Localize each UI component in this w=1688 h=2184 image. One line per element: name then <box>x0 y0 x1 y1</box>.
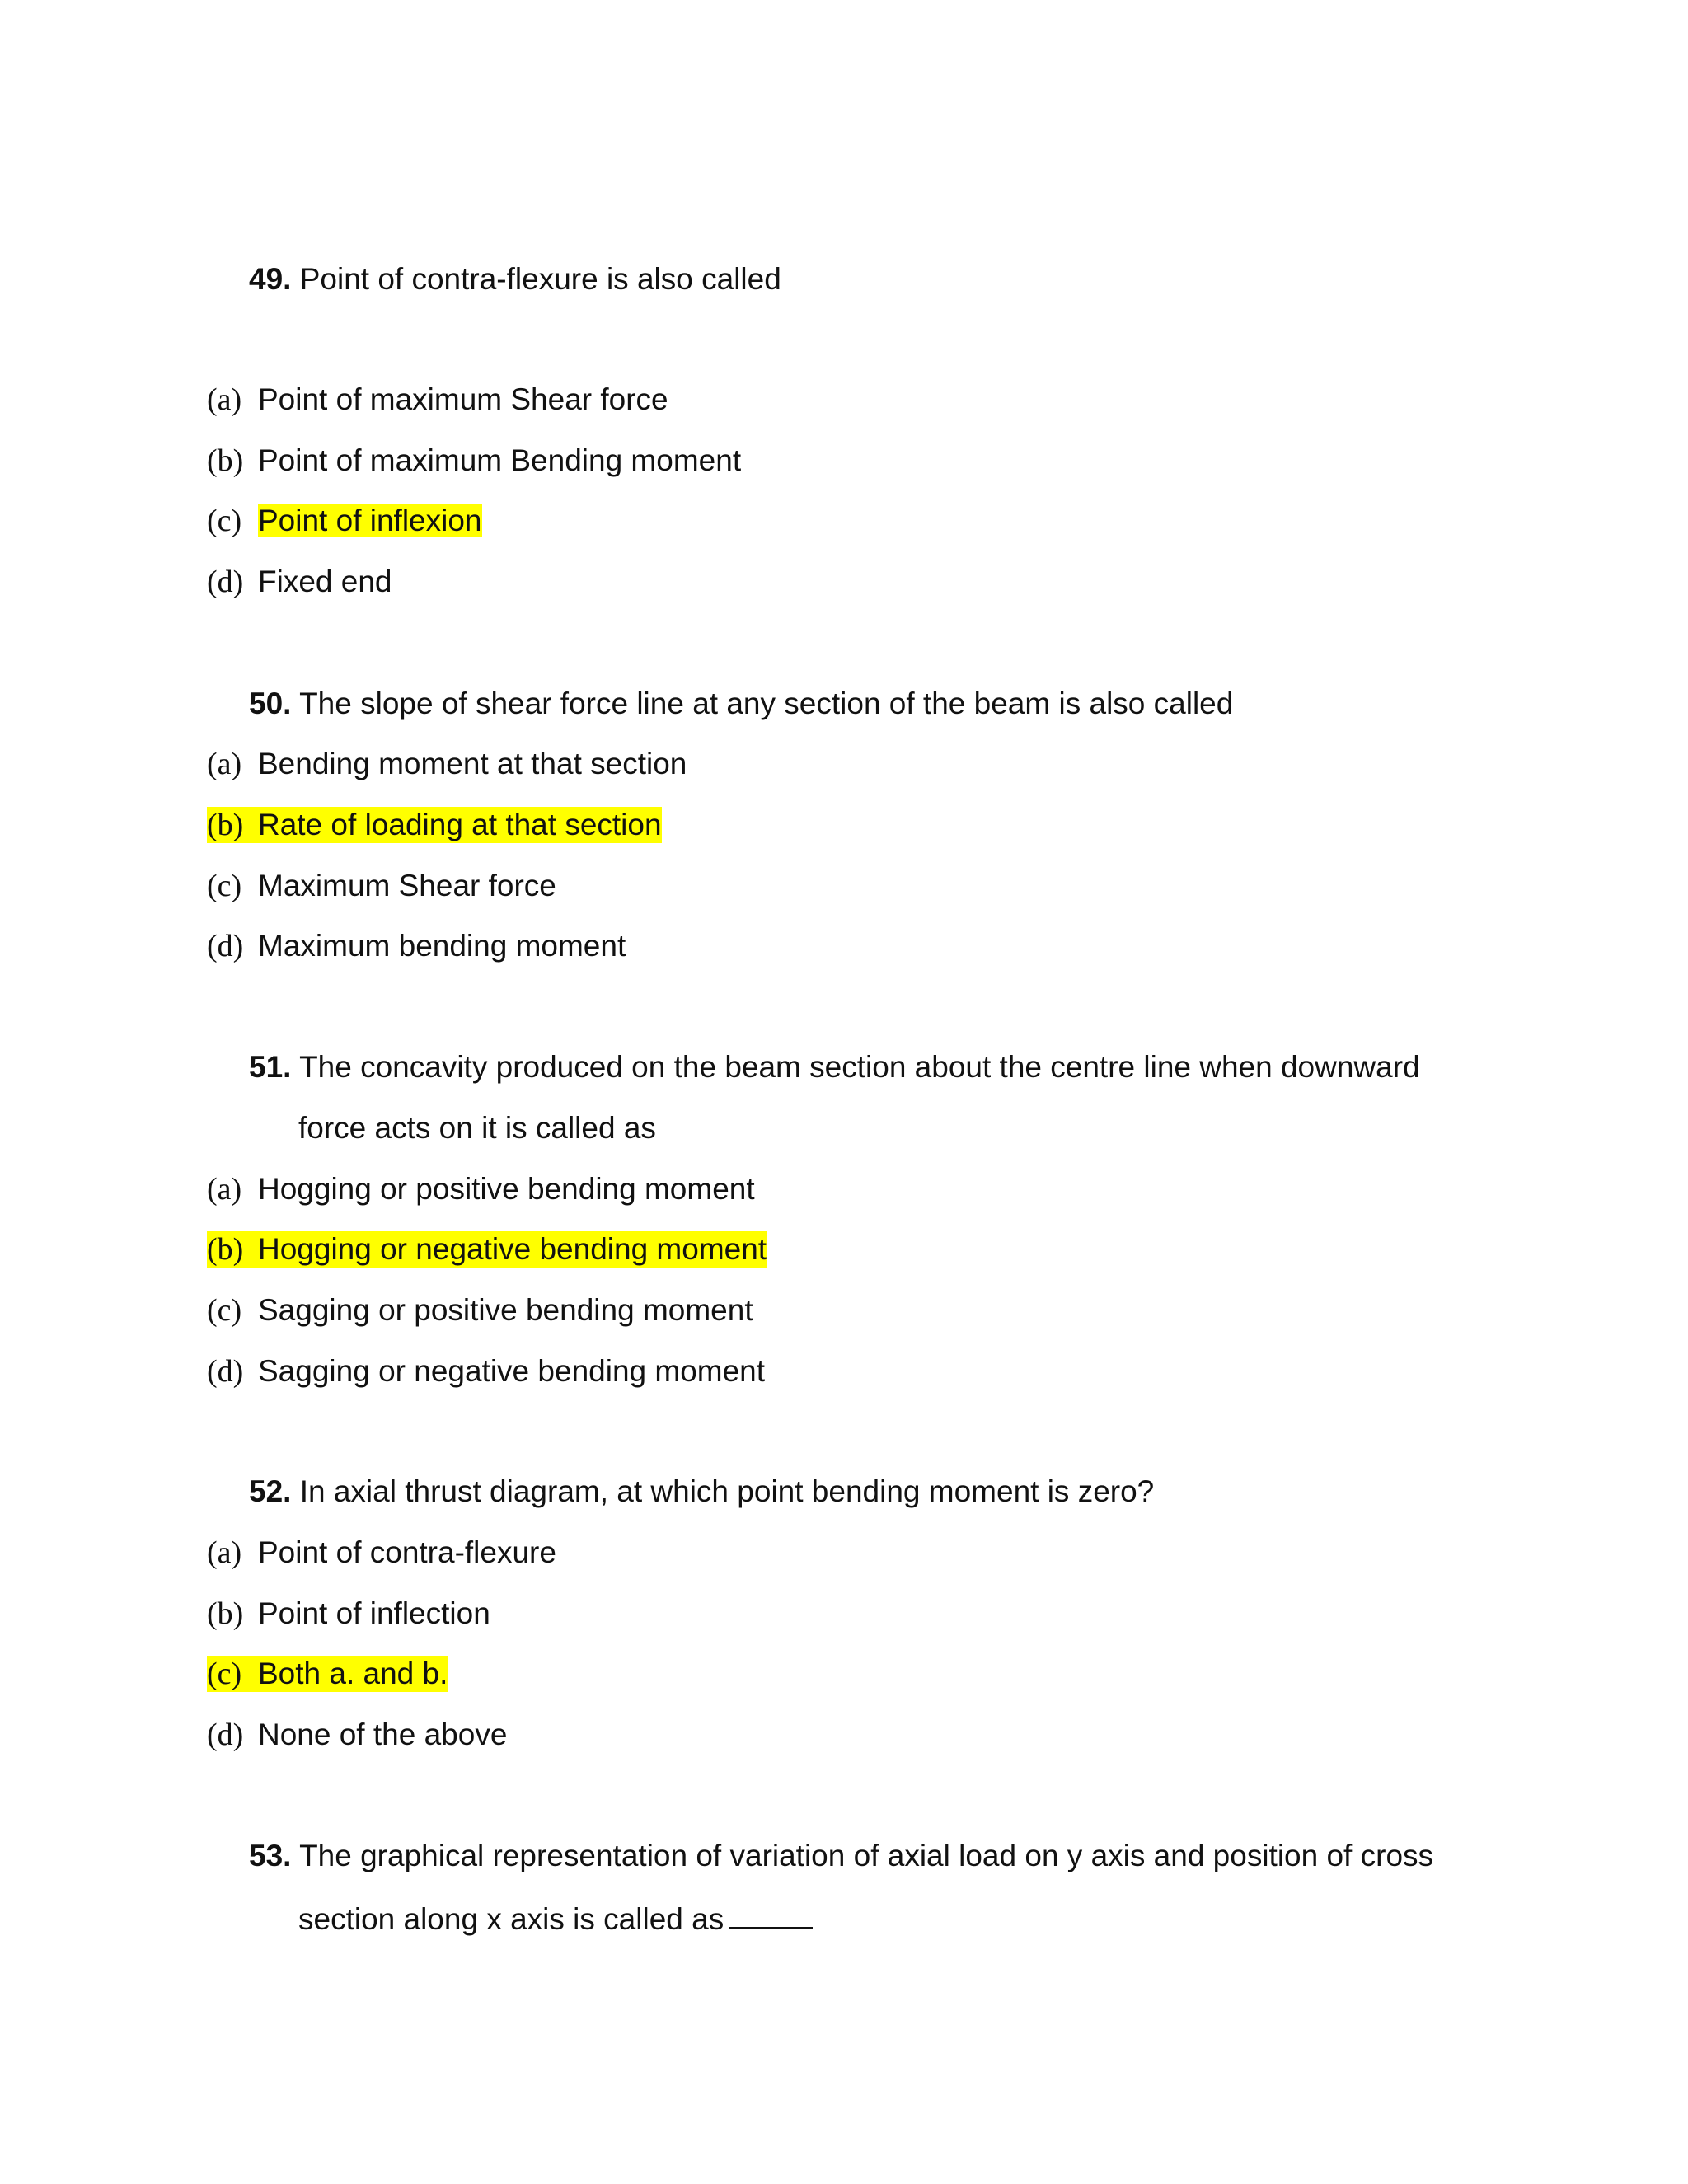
option-letter: (d) <box>207 929 244 963</box>
option-text: Maximum bending moment <box>258 929 626 963</box>
option-letter: (b) <box>207 443 244 478</box>
option-letter: (d) <box>207 565 244 599</box>
option-50-a <box>207 746 687 782</box>
option-letter: (c) <box>207 1657 242 1691</box>
option-52-c <box>207 1656 448 1692</box>
option-text: Point of inflection <box>258 1596 490 1630</box>
option-51-a <box>207 1171 755 1207</box>
option-text: Maximum Shear force <box>258 869 556 902</box>
option-letter: (a) <box>207 382 242 417</box>
question-text-continued: section along x axis is called as <box>298 1902 724 1936</box>
option-letter: (d) <box>207 1718 244 1752</box>
option-49-d <box>207 564 392 600</box>
question-text: The graphical representation of variation of axial load on y axis and position of cross <box>299 1839 1434 1872</box>
question-50 <box>249 686 1233 722</box>
question-53 <box>249 1838 1433 1874</box>
option-letter: (a) <box>207 1535 242 1570</box>
option-text: None of the above <box>258 1718 508 1751</box>
question-49 <box>249 261 781 298</box>
option-50-c <box>207 868 556 904</box>
question-number: 53. <box>249 1839 292 1872</box>
option-51-c <box>207 1292 753 1329</box>
question-text: The slope of shear force line at any section of the beam is also called <box>299 687 1234 720</box>
option-52-d <box>207 1717 507 1753</box>
option-text: Rate of loading at that section <box>258 808 662 841</box>
option-text: Sagging or negative bending moment <box>258 1354 766 1388</box>
question-text: The concavity produced on the beam section about the centre line when downward <box>299 1050 1420 1084</box>
option-text: Hogging or negative bending moment <box>258 1232 767 1266</box>
option-49-a <box>207 382 668 418</box>
option-49-c <box>207 503 482 539</box>
option-52-a <box>207 1535 556 1571</box>
option-letter: (d) <box>207 1354 244 1389</box>
option-letter: (a) <box>207 1172 242 1207</box>
option-52-b <box>207 1596 490 1632</box>
option-text: Both a. and b. <box>258 1657 448 1690</box>
option-text: Hogging or positive bending moment <box>258 1172 755 1206</box>
question-number: 51. <box>249 1050 292 1084</box>
question-53-continued <box>298 1899 813 1938</box>
option-letter: (b) <box>207 808 244 842</box>
option-letter: (a) <box>207 747 242 781</box>
question-text: Point of contra-flexure is also called <box>299 262 781 296</box>
option-text: Bending moment at that section <box>258 747 687 780</box>
option-51-b <box>207 1231 767 1268</box>
option-text: Fixed end <box>258 565 392 598</box>
question-text: In axial thrust diagram, at which point bending moment is zero? <box>299 1474 1155 1508</box>
option-highlight <box>207 807 662 843</box>
question-52 <box>249 1474 1154 1510</box>
answer-blank <box>729 1899 813 1929</box>
option-letter: (c) <box>207 1293 242 1328</box>
option-text: Sagging or positive bending moment <box>258 1293 753 1327</box>
option-letter: (b) <box>207 1232 244 1267</box>
option-text: Point of contra-flexure <box>258 1535 556 1569</box>
question-number: 49. <box>249 262 292 296</box>
option-text: Point of maximum Shear force <box>258 382 668 416</box>
option-letter: (b) <box>207 1596 244 1631</box>
option-50-d <box>207 928 626 964</box>
option-letter: (c) <box>207 504 242 538</box>
option-highlight <box>207 1231 767 1268</box>
option-49-b <box>207 443 741 479</box>
option-text-highlighted: Point of inflexion <box>258 504 482 537</box>
option-text: Point of maximum Bending moment <box>258 443 742 477</box>
option-highlight <box>207 1656 448 1692</box>
question-number: 52. <box>249 1474 292 1508</box>
option-letter: (c) <box>207 869 242 903</box>
option-51-d <box>207 1353 765 1390</box>
question-51 <box>249 1049 1420 1085</box>
question-51-continued: force acts on it is called as <box>298 1111 656 1145</box>
option-50-b <box>207 807 662 843</box>
question-number: 50. <box>249 687 292 720</box>
